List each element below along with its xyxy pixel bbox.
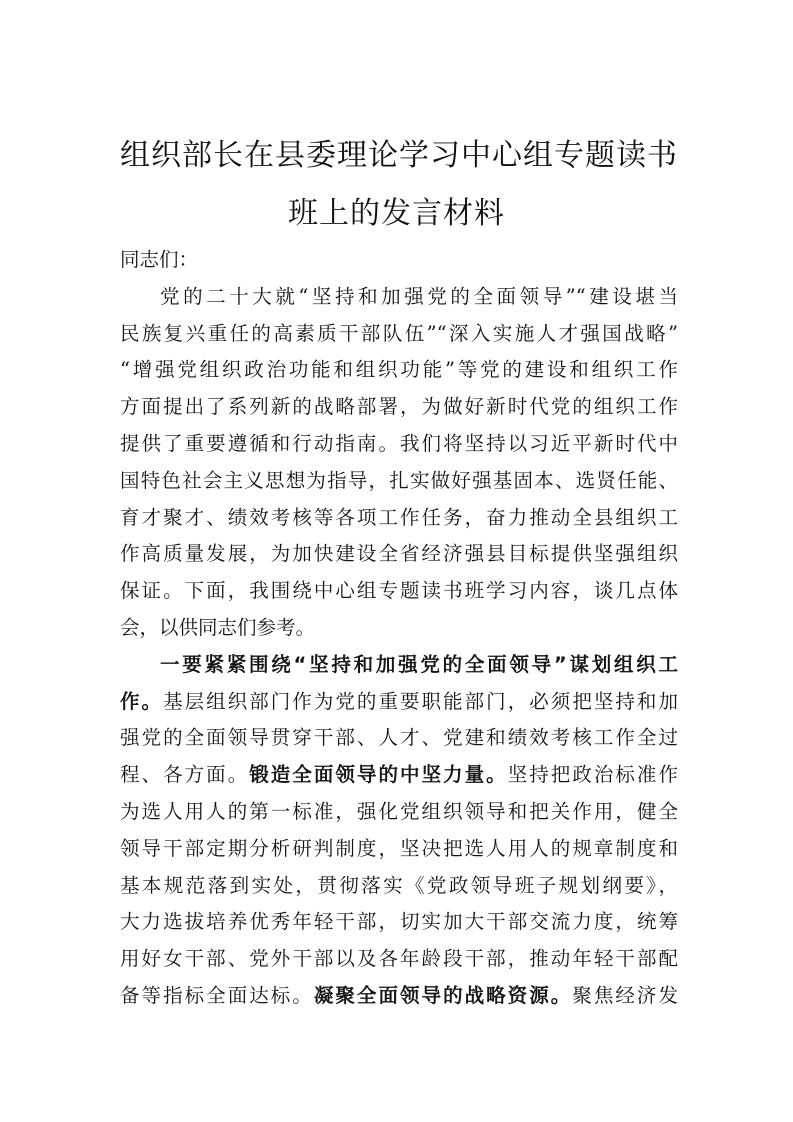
- paragraph-2-line: [120, 978, 678, 1015]
- paragraph-1-line: 党的二十大就“坚持和加强党的全面领导”“建设堪当: [160, 284, 678, 308]
- paragraph-1-line: 提供了重要遵循和行动指南。我们将坚持以习近平新时代中: [120, 431, 678, 455]
- paragraph-2-line: [120, 684, 678, 721]
- paragraph-1-line: 国特色社会主义思想为指导，扎实做好强基固本、选贤任能、: [120, 468, 678, 492]
- subheading-core-force: 锻造全面领导的中坚力量。: [249, 763, 508, 787]
- paragraph-2-line: 为选人用人的第一标准，强化党组织领导和把关作用，健全: [120, 799, 678, 823]
- section-1-heading-end: 作。: [120, 689, 164, 713]
- paragraph-2-text: 聚焦经济发: [572, 983, 678, 1007]
- paragraph-1-line: 会，以供同志们参考。: [120, 615, 316, 639]
- paragraph-2-line: 大力选拔培养优秀年轻干部，切实加大干部交流力度，统筹: [120, 910, 678, 934]
- paragraph-1-line: 作高质量发展，为加快建设全省经济强县目标提供坚强组织: [120, 542, 678, 566]
- paragraph-2-line: 用好女干部、党外干部以及各年龄段干部，推动年轻干部配: [120, 947, 678, 971]
- paragraph-2-line: 领导干部定期分析研判制度，坚决把选人用人的规章制度和: [120, 836, 678, 860]
- salutation: 同志们：: [120, 248, 199, 271]
- paragraph-1-line: 民族复兴重任的高素质干部队伍”“深入实施人才强国战略”: [120, 321, 678, 345]
- section-1-heading: 一要紧紧围绕“坚持和加强党的全面领导”谋划组织工: [160, 652, 678, 676]
- paragraph-1-line: “增强党组织政治功能和组织功能”等党的建设和组织工作: [120, 358, 678, 382]
- paragraph-1-line: 方面提出了系列新的战略部署，为做好新时代党的组织工作: [120, 395, 678, 419]
- paragraph-1-line: 育才聚才、绩效考核等各项工作任务，奋力推动全县组织工: [120, 505, 678, 529]
- paragraph-2-text: 坚持把政治标准作: [507, 763, 678, 787]
- document-title-line-2: 班上的发言材料: [288, 196, 505, 231]
- subheading-strategic-resources: 凝聚全面领导的战略资源。: [313, 983, 573, 1007]
- paragraph-1-line: 保证。下面，我围绕中心组专题读书班学习内容，谈几点体: [120, 579, 678, 603]
- paragraph-2-text: 程、各方面。: [120, 763, 250, 787]
- paragraph-2-line: 强党的全面领导贯穿干部、人才、党建和绩效考核工作全过: [120, 726, 678, 750]
- document-title-line-1: 组织部长在县委理论学习中心组专题读书: [120, 138, 678, 173]
- paragraph-2-text: 备等指标全面达标。: [120, 983, 314, 1007]
- document-body: [120, 242, 678, 1015]
- paragraph-2-line: 基本规范落到实处，贯彻落实《党政领导班子规划纲要》，: [120, 873, 678, 897]
- paragraph-2-line: [120, 757, 678, 794]
- paragraph-2-text: 基层组织部门作为党的重要职能部门，必须把坚持和加: [163, 689, 678, 713]
